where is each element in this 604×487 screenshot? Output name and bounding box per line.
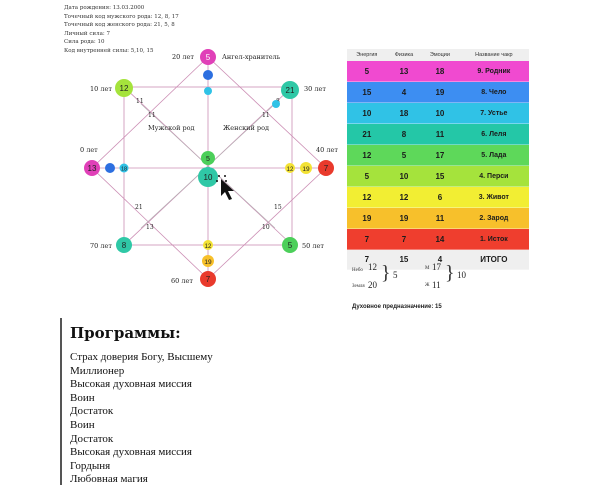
earth-label: Земля	[352, 284, 365, 289]
node-right-inner-a	[285, 163, 295, 173]
svg-text:19: 19	[204, 259, 212, 266]
cell-emotion: 17	[421, 145, 459, 166]
node-bottom-inner-b	[202, 255, 214, 267]
node-center-upper	[201, 151, 215, 165]
svg-text:7: 7	[205, 275, 211, 284]
cell-chakra-name: 1. Исток	[459, 229, 529, 250]
total-emotion: 4	[421, 250, 459, 270]
male-line-label: Мужской род	[148, 124, 195, 132]
cell-physics: 19	[387, 208, 422, 229]
node-bottom-right	[282, 237, 298, 253]
svg-text:21: 21	[285, 86, 295, 95]
node-center	[198, 167, 218, 187]
small-number: 15	[274, 204, 282, 211]
chakra-row	[347, 61, 529, 82]
program-item: Высокая духовная миссия	[70, 446, 192, 459]
mf-sum: 10	[457, 270, 466, 280]
node-right-inner-b	[300, 162, 312, 174]
chakra-row	[347, 103, 529, 124]
total-physics: 15	[387, 250, 422, 270]
cell-emotion: 10	[421, 103, 459, 124]
programs-list	[70, 351, 213, 487]
node-top-right	[281, 81, 299, 99]
total-energy: 7	[347, 250, 387, 270]
cell-emotion: 15	[421, 166, 459, 187]
node-left-inner-2	[120, 164, 129, 173]
chakra-row	[347, 229, 529, 250]
chakra-row	[347, 166, 529, 187]
small-number: 11	[262, 112, 270, 119]
node-left	[84, 160, 100, 176]
cell-chakra-name: 5. Лада	[459, 145, 529, 166]
cell-emotion: 18	[421, 61, 459, 82]
brace-right-icon: }	[445, 262, 455, 284]
cell-energy: 19	[347, 208, 387, 229]
age-label-top: 20 лет	[172, 53, 194, 61]
cell-chakra-name: 2. Зарод	[459, 208, 529, 229]
program-item: Миллионер	[70, 364, 125, 377]
cell-physics: 4	[387, 82, 422, 103]
info-personal-power: Личный сила: 7	[64, 30, 110, 37]
node-top-inner-2	[204, 87, 212, 95]
cell-physics: 8	[387, 124, 422, 145]
node-top-left	[115, 79, 133, 97]
age-label-left: 0 лет	[80, 146, 98, 154]
cell-energy: 5	[347, 61, 387, 82]
cell-energy: 5	[347, 166, 387, 187]
svg-text:12: 12	[119, 84, 129, 93]
sky-label: Небо	[352, 268, 363, 273]
destiny-matrix	[0, 0, 345, 300]
cell-energy: 21	[347, 124, 387, 145]
node-bottom-inner-a	[203, 240, 213, 250]
sky-value: 12	[368, 262, 377, 272]
cell-energy: 12	[347, 145, 387, 166]
cell-physics: 10	[387, 166, 422, 187]
svg-text:5: 5	[206, 156, 210, 163]
female-line-label: Женский род	[223, 124, 269, 132]
cell-emotion: 11	[421, 208, 459, 229]
info-male-code: Точечный код мужского рода: 12, 8, 17	[64, 13, 179, 20]
cell-energy: 10	[347, 103, 387, 124]
svg-text:12: 12	[204, 244, 212, 250]
program-item: Страх доверия Богу, Высшему	[70, 351, 213, 363]
cell-chakra-name: 3. Живот	[459, 187, 529, 208]
cell-chakra-name: 4. Перси	[459, 166, 529, 187]
program-item: Высокая духовная миссия	[70, 378, 192, 391]
programs-section	[70, 324, 213, 487]
table-header-row	[347, 49, 529, 61]
info-female-code: Точечный код женского рода: 21, 5, 8	[64, 22, 175, 28]
cell-energy: 15	[347, 82, 387, 103]
node-top	[200, 49, 216, 65]
angel-label: Ангел-хранитель	[222, 53, 281, 61]
header-physics: Физика	[387, 49, 422, 61]
program-item: Любовная магия	[70, 473, 148, 486]
age-label-right: 40 лет	[316, 146, 338, 154]
cell-chakra-name: 6. Леля	[459, 124, 529, 145]
sky-earth-sum: 5	[393, 270, 398, 280]
header-emotion: Эмоции	[421, 49, 459, 61]
svg-text:10: 10	[203, 173, 213, 182]
m-label: М	[425, 266, 430, 271]
program-item: Достаток	[70, 405, 114, 418]
cell-emotion: 19	[421, 82, 459, 103]
age-label-bottom-left: 70 лет	[90, 242, 112, 250]
age-label-bottom: 60 лет	[171, 277, 193, 285]
sky-earth-calc	[350, 262, 520, 300]
node-right	[318, 160, 334, 176]
svg-text:5: 5	[287, 241, 293, 250]
node-bottom-left	[116, 237, 132, 253]
cell-physics: 18	[387, 103, 422, 124]
age-label-top-right: 30 лет	[304, 85, 326, 93]
svg-text:18: 18	[120, 166, 128, 173]
cell-emotion: 6	[421, 187, 459, 208]
small-number: 10	[262, 224, 270, 231]
node-bottom	[200, 271, 216, 287]
cell-energy: 7	[347, 229, 387, 250]
chakra-table	[347, 49, 529, 270]
node-top-right-inner	[272, 100, 280, 108]
m-value: 17	[432, 262, 441, 272]
cell-chakra-name: 8. Чело	[459, 82, 529, 103]
cell-physics: 5	[387, 145, 422, 166]
header-energy: Энергия	[347, 49, 387, 61]
small-number: 13	[146, 224, 154, 231]
node-left-inner	[105, 163, 115, 173]
svg-text:13: 13	[87, 164, 97, 173]
cell-emotion: 11	[421, 124, 459, 145]
age-label-bottom-right: 50 лет	[302, 242, 324, 250]
program-item: Воин	[70, 418, 95, 431]
earth-value: 20	[368, 280, 377, 290]
chakra-row	[347, 145, 529, 166]
total-label: ИТОГО	[459, 250, 529, 270]
small-number: 11	[148, 112, 156, 119]
chakra-row	[347, 187, 529, 208]
cell-energy: 12	[347, 187, 387, 208]
cell-chakra-name: 9. Родник	[459, 61, 529, 82]
svg-text:5: 5	[205, 53, 211, 62]
info-birth-date: Дата рождения: 13.03.2000	[64, 5, 145, 11]
chakra-row	[347, 82, 529, 103]
svg-text:19: 19	[302, 166, 310, 173]
small-number: 21	[135, 204, 143, 211]
cell-emotion: 14	[421, 229, 459, 250]
f-value: 11	[432, 280, 441, 290]
program-item: Достаток	[70, 432, 114, 445]
chakra-row	[347, 208, 529, 229]
programs-title: Программы:	[70, 324, 181, 342]
f-label: Ж	[425, 283, 430, 288]
cell-chakra-name: 7. Устье	[459, 103, 529, 124]
brace-left-icon: }	[381, 262, 391, 284]
svg-text:8: 8	[121, 241, 127, 250]
cell-physics: 12	[387, 187, 422, 208]
spiritual-destiny: Духовное предназначение: 15	[352, 304, 442, 310]
info-family-power: Сила рода: 10	[64, 39, 105, 45]
cell-physics: 13	[387, 61, 422, 82]
svg-text:7: 7	[323, 164, 329, 173]
chakra-row	[347, 124, 529, 145]
cell-physics: 7	[387, 229, 422, 250]
info-inner-power: Код внутренней силы: 5,10, 15	[64, 47, 154, 54]
node-top-inner	[203, 70, 213, 80]
program-item: Воин	[70, 391, 95, 404]
small-number: 11	[136, 98, 144, 105]
header-chakra-name: Название чакр	[459, 49, 529, 61]
svg-text:12: 12	[286, 167, 294, 173]
programs-divider	[60, 318, 62, 485]
age-label-top-left: 10 лет	[90, 85, 112, 93]
program-item: Гордыня	[70, 459, 111, 472]
